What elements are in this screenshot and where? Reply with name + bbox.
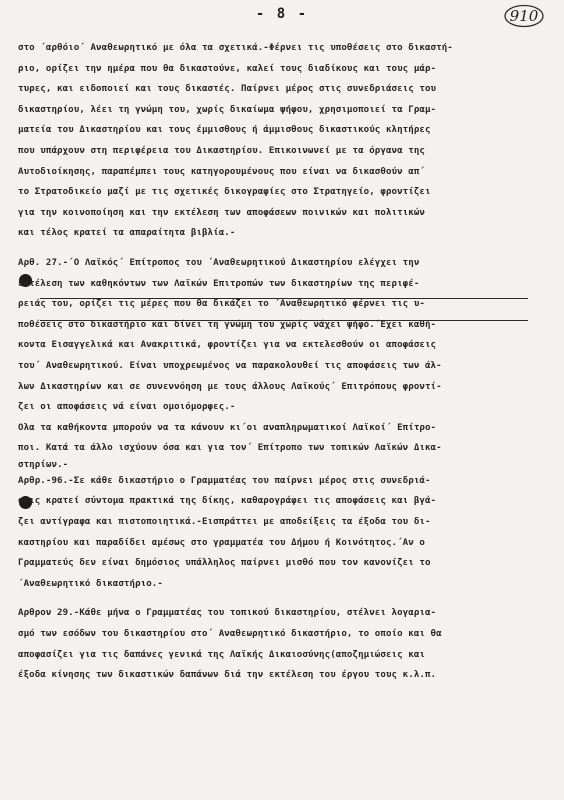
text-line: και τέλος κρατεί τα απαραίτητα βιβλία.- [18,228,236,239]
text-line: κοντα Εισαγγελικά και Ανακριτικά, φροντίζει για να εκτελεσθούν οι αποφάσεις [18,340,437,351]
article-heading-line: Αρθ. 27.-΄Ο Λαϊκός΄ Επίτροπος του ΄Αναθεωρητικού Δικαστηρίου ελέγχει την [18,257,420,268]
text-line: λων Δικαστηρίων και σε συνεννόηση με τους άλλους Λαϊκούς΄ Επιτρόπους φροντί- [18,381,442,392]
text-line: ποι. Κατά τα άλλο ισχύουν όσα και για τον΄ Επίτροπο των τοπικών Λαϊκών Δικα- [18,443,442,454]
folio-number: 910 [509,7,539,25]
page-number: - 8 - [255,6,309,22]
text-line: ζει οι αποφάσεις νά είναι ομοιόμορφες.- [18,402,236,413]
text-line: ρειάς του, ορίζει τις μέρες που θα δικάζει το ΄Αναθεωρητικό φέρνει τις υ- [18,299,425,310]
text-line: Ολα τα καθήκοντα μπορούν να τα κάνουν κι΄οι αναπληρωματικοί Λαϊκοί΄ Επίτρο- [18,422,437,433]
paragraph-4-article-28 [18,471,543,595]
paragraph-2-article-27 [18,253,543,418]
paragraph-5-article-29 [18,603,543,685]
paragraph-1 [18,38,543,244]
text-line: σεις κρατεί σύντομα πρακτικά της δίκης, καθαρογράφει τις αποφάσεις και βγά- [18,496,437,507]
text-line: στο ΄αρθόιο΄ Αναθεωρητικό με όλα τα σχετικά.-Φέρνει τις υποθέσεις στο δικαστή- [18,43,453,53]
text-line: Αυτοδιοίκησης, παραπέμπει τους κατηγορουμένους που είναι να δικασθούν απ΄ [18,166,425,177]
text-line: εκτέλεση των καθηκόντων των Λαϊκών Επιτροπών των δικαστηρίων της περιφέ- [18,278,420,289]
text-line: σμό των εσόδων του δικαστηρίου στο΄ Αναθεωρητικό δικαστήριο, το οποίο και θα [18,629,442,640]
text-line: το Στρατοδικείο μαζί με τις σχετικές δικογραφίες στο Στρατηγείο, φροντίζει [18,187,431,198]
text-line: ριο, ορίζει την ημέρα που θα δικαστούνε, καλεί τους διαδίκους και τους μάρ- [18,63,437,74]
text-line: του΄ Αναθεωρητικού. Είναι υποχρεωμένος να παρακολουθεί τις αποφάσεις των άλ- [18,360,442,371]
text-line: Αρθρον 29.-Κάθε μήνα ο Γραμματέας του τοπικού δικαστηρίου, στέλνει λογαρια- [18,608,437,619]
text-line: ΄Αναθεωρητικό δικαστήριο.- [18,578,163,589]
text-line: για την κοινοποίηση και την εκτέλεση των αποφάσεων ποινικών και πολιτικών [18,207,425,218]
text-line: που υπάρχουν στη περιφέρεια του Δικαστηρίου. Επικοινωνεί με τα όργανα της [18,145,425,156]
typed-body-text [18,38,543,686]
text-line: τυρες, και ειδοποιεί και τους δικαστές. Παίρνει μέρος στις συνεδριάσεις του [18,84,437,95]
handwritten-folio-number [503,4,545,28]
text-line: στηρίων.- [18,459,69,470]
text-line: Γραμματεύς δεν είναι δημόσιος υπάλληλος παίρνει μισθό που τον κανονίζει το [18,558,431,569]
paragraph-3 [18,418,543,471]
text-line: ζει αντίγραφα και πιστοποιητικά.-Εισπράττει με αποδείξεις τα έξοδα του δι- [18,517,431,528]
text-line: αποφασίζει για τις δαπάνες γενικά της Λαϊκής Δικαιοσύνης(αποζημιώσεις και [18,649,425,660]
text-line: Αρθρ.-96.-Σε κάθε δικαστήριο ο Γραμματέας του παίρνει μέρος στις συνεδριά- [18,475,431,486]
text-line: ματεία του Δικαστηρίου και τους έμμισθους ή άμμισθους δικαστικούς κλητήρες [18,125,431,136]
text-line: έξοδα κίνησης των δικαστικών δαπάνων διά την εκτέλεση του έργου τους κ.λ.π. [18,670,437,681]
text-line: ποθέσεις στο δικαστήριο και δίνει τη γνώμη του χωρίς νάχει ψήφο.΄Εχει καθή- [18,319,437,330]
text-line: καστηρίου και παραδίδει αμέσως στο γραμματέα του Δήμου ή Κοινότητος.΄Αν ο [18,537,425,548]
text-line: δικαστηρίου, λέει τη γνώμη του, χωρίς δικαίωμα ψήφου, χρησιμοποιεί τα Γραμ- [18,104,437,115]
